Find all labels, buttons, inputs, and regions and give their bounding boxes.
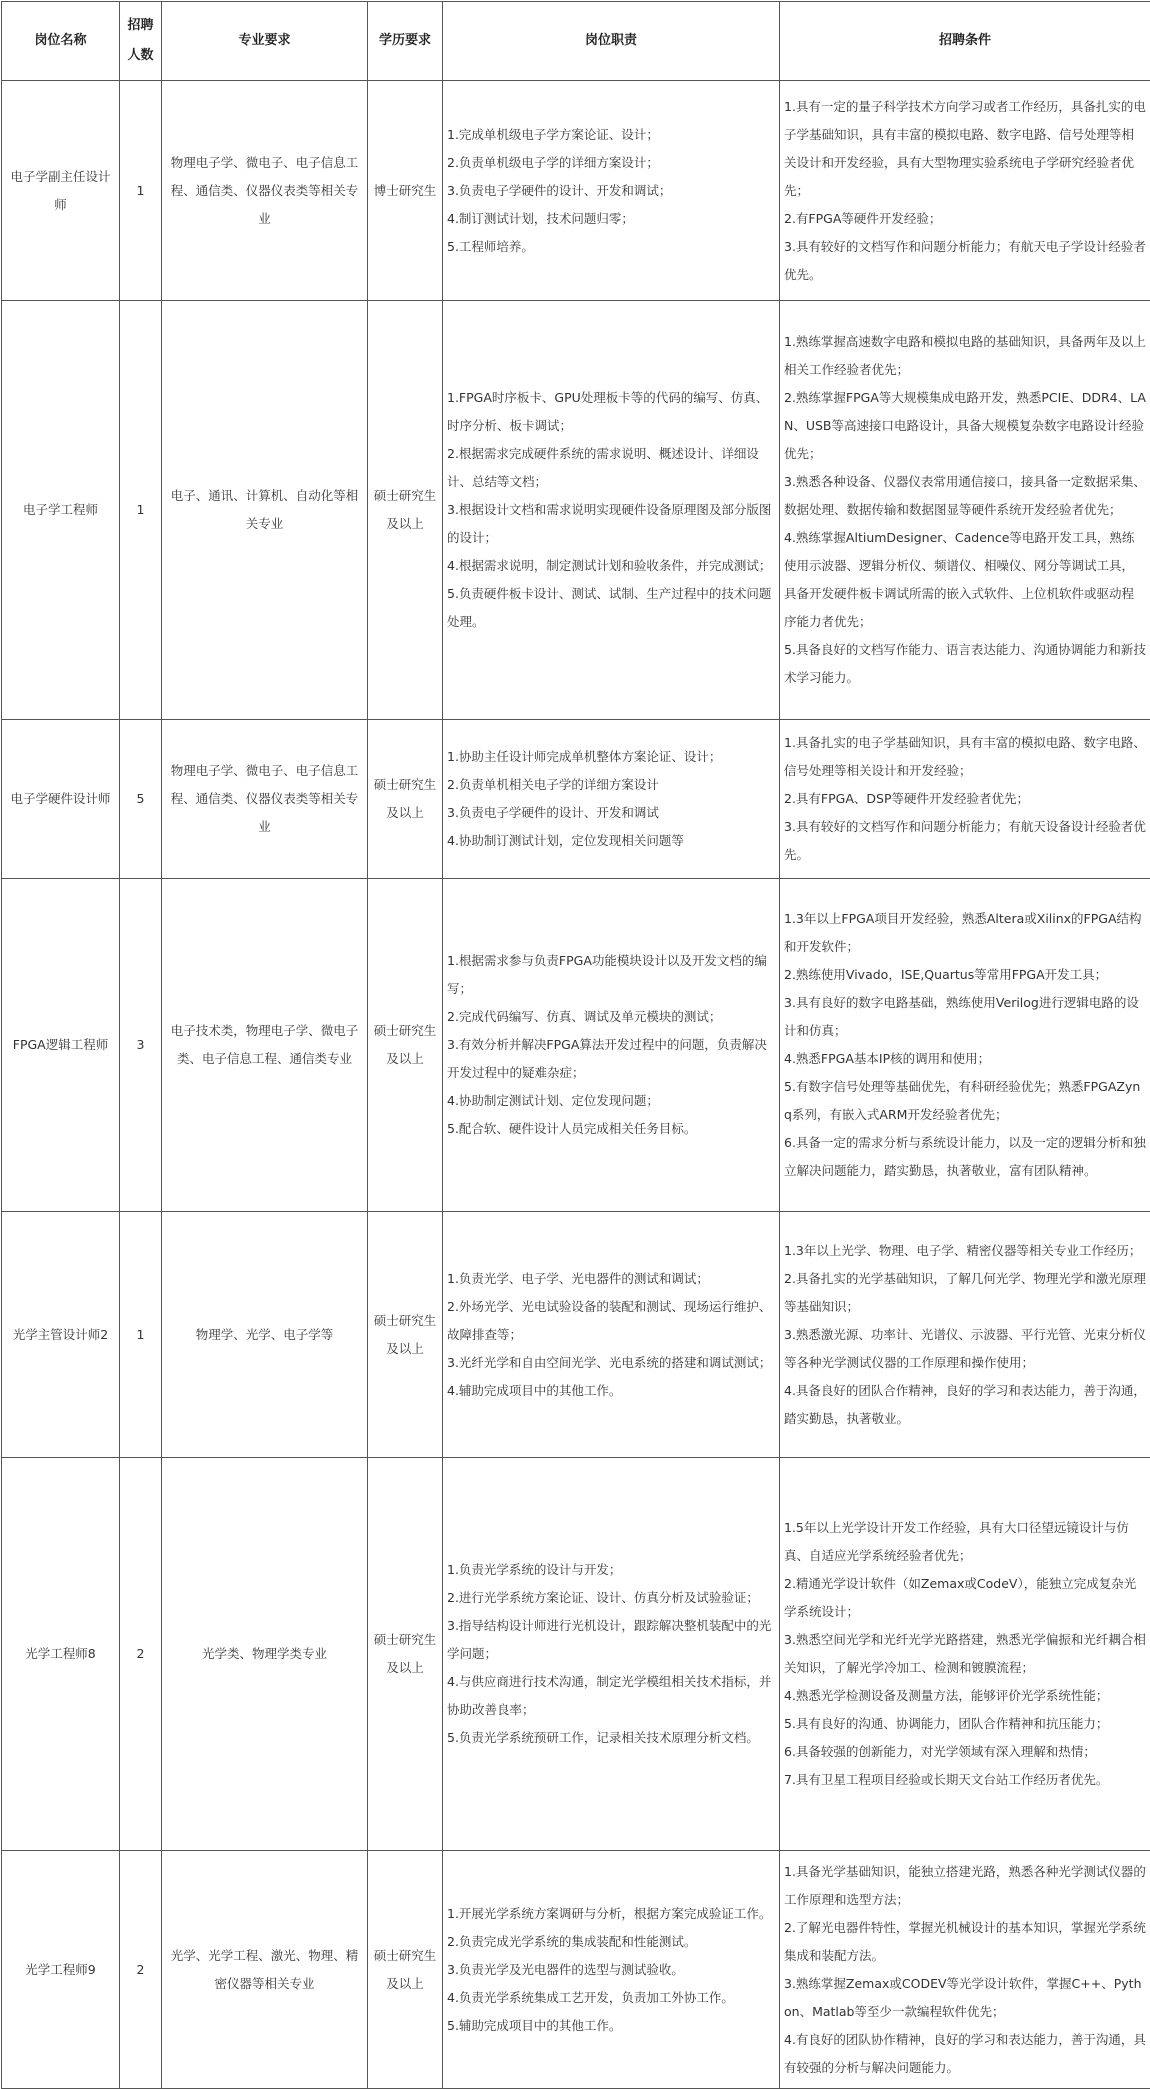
major-requirement: 物理电子学、微电子、电子信息工程、通信类、仪器仪表类等相关专业	[162, 720, 368, 879]
requirements	[780, 720, 1150, 879]
requirements	[780, 81, 1150, 301]
duties-item: 1.协助主任设计师完成单机整体方案论证、设计；	[447, 743, 775, 771]
duties-item: 2.根据需求完成硬件系统的需求说明、概述设计、详细设计、总结等文档；	[447, 440, 775, 496]
requirements-item: 5.具备良好的文档写作能力、语言表达能力、沟通协调能力和新技术学习能力。	[784, 636, 1146, 692]
duties-item: 4.辅助完成项目中的其他工作。	[447, 1377, 775, 1405]
requirements-item: 1.具备光学基础知识，能独立搭建光路，熟悉各种光学测试仪器的工作原理和选型方法；	[784, 1858, 1146, 1914]
table-row	[2, 301, 1150, 720]
requirements-item: 2.精通光学设计软件（如Zemax或CodeV），能独立完成复杂光学系统设计；	[784, 1570, 1146, 1626]
requirements-item: 2.具备扎实的光学基础知识，了解几何光学、物理光学和激光原理等基础知识；	[784, 1265, 1146, 1321]
requirements-item: 3.熟练掌握Zemax或CODEV等光学设计软件，掌握C++、Python、Matlab等至少一款编程软件优先；	[784, 1970, 1146, 2026]
requirements-item: 4.具备良好的团队合作精神，良好的学习和表达能力，善于沟通，踏实勤恳，执著敬业。	[784, 1377, 1146, 1433]
duties-item: 3.负责电子学硬件的设计、开发和调试	[447, 799, 775, 827]
header-row	[2, 2, 1150, 81]
duties-item: 1.根据需求参与负责FPGA功能模块设计以及开发文档的编写；	[447, 947, 775, 1003]
job-title: 电子学硬件设计师	[2, 720, 120, 879]
header-title: 岗位名称	[2, 2, 120, 81]
major-requirement: 物理电子学、微电子、电子信息工程、通信类、仪器仪表类等相关专业	[162, 81, 368, 301]
duties	[443, 1212, 780, 1458]
table-row	[2, 81, 1150, 301]
duties-item: 2.外场光学、光电试验设备的装配和测试、现场运行维护、故障排查等；	[447, 1293, 775, 1349]
duties	[443, 81, 780, 301]
header-duties: 岗位职责	[443, 2, 780, 81]
table-body	[2, 81, 1150, 2089]
education-requirement: 硕士研究生及以上	[368, 879, 443, 1212]
requirements	[780, 1212, 1150, 1458]
job-title: 光学工程师9	[2, 1851, 120, 2089]
duties-item: 3.根据设计文档和需求说明实现硬件设备原理图及部分版图的设计；	[447, 496, 775, 552]
duties-item: 1.负责光学系统的设计与开发；	[447, 1556, 775, 1584]
duties-item: 2.完成代码编写、仿真、调试及单元模块的测试；	[447, 1003, 775, 1031]
requirements-item: 1.熟练掌握高速数字电路和模拟电路的基础知识，具备两年及以上相关工作经验者优先；	[784, 328, 1146, 384]
requirements-item: 3.熟悉激光源、功率计、光谱仪、示波器、平行光管、光束分析仪等各种光学测试仪器的工作原理和操作使用；	[784, 1321, 1146, 1377]
duties-item: 5.负责光学系统预研工作，记录相关技术原理分析文档。	[447, 1724, 775, 1752]
requirements-item: 7.具有卫星工程项目经验或长期天文台站工作经历者优先。	[784, 1766, 1146, 1794]
requirements-item: 2.了解光电器件特性，掌握光机械设计的基本知识，掌握光学系统集成和装配方法。	[784, 1914, 1146, 1970]
duties-item: 3.负责电子学硬件的设计、开发和调试；	[447, 177, 775, 205]
duties-item: 1.开展光学系统方案调研与分析，根据方案完成验证工作。	[447, 1900, 775, 1928]
requirements-item: 6.具备一定的需求分析与系统设计能力，以及一定的逻辑分析和独立解决问题能力，踏实勤恳，执著敬业，富有团队精神。	[784, 1129, 1146, 1185]
requirements-item: 5.有数字信号处理等基础优先，有科研经验优先；熟悉FPGAZynq系列，有嵌入式ARM开发经验者优先；	[784, 1073, 1146, 1129]
requirements-item: 3.熟悉空间光学和光纤光学光路搭建，熟悉光学偏振和光纤耦合相关知识，了解光学冷加工、检测和镀膜流程；	[784, 1626, 1146, 1682]
job-title: 光学工程师8	[2, 1458, 120, 1851]
major-requirement: 电子技术类，物理电子学、微电子类、电子信息工程、通信类专业	[162, 879, 368, 1212]
education-requirement: 硕士研究生及以上	[368, 1212, 443, 1458]
headcount: 1	[120, 1212, 162, 1458]
education-requirement: 硕士研究生及以上	[368, 1851, 443, 2089]
duties	[443, 301, 780, 720]
duties-item: 4.协助制定测试计划、定位发现问题；	[447, 1087, 775, 1115]
education-requirement: 硕士研究生及以上	[368, 1458, 443, 1851]
job-table	[1, 1, 1150, 2089]
requirements-item: 4.有良好的团队协作精神，良好的学习和表达能力，善于沟通，具有较强的分析与解决问题能力。	[784, 2026, 1146, 2082]
duties-item: 2.负责完成光学系统的集成装配和性能测试。	[447, 1928, 775, 1956]
duties-item: 4.负责光学系统集成工艺开发，负责加工外协工作。	[447, 1984, 775, 2012]
duties-item: 1.负责光学、电子学、光电器件的测试和调试；	[447, 1265, 775, 1293]
requirements-item: 3.具有较好的文档写作和问题分析能力；有航天电子学设计经验者优先。	[784, 233, 1146, 289]
job-title: 电子学工程师	[2, 301, 120, 720]
duties-item: 3.负责光学及光电器件的选型与测试验收。	[447, 1956, 775, 1984]
requirements-item: 3.具有良好的数字电路基础，熟练使用Verilog进行逻辑电路的设计和仿真；	[784, 989, 1146, 1045]
requirements-item: 4.熟练掌握AltiumDesigner、Cadence等电路开发工具，熟练使用示波器、逻辑分析仪、频谱仪、相噪仪、网分等调试工具，具备开发硬件板卡调试所需的嵌入式软件、上位机软件或驱动程序能力者优先；	[784, 524, 1146, 636]
requirements-item: 3.具有较好的文档写作和问题分析能力；有航天设备设计经验者优先。	[784, 813, 1146, 869]
header-major: 专业要求	[162, 2, 368, 81]
headcount: 1	[120, 81, 162, 301]
major-requirement: 电子、通讯、计算机、自动化等相关专业	[162, 301, 368, 720]
duties-item: 3.指导结构设计师进行光机设计，跟踪解决整机装配中的光学问题；	[447, 1612, 775, 1668]
duties-item: 4.制订测试计划，技术问题归零；	[447, 205, 775, 233]
duties-item: 4.与供应商进行技术沟通，制定光学模组相关技术指标，并协助改善良率；	[447, 1668, 775, 1724]
duties-item: 4.协助制订测试计划，定位发现相关问题等	[447, 827, 775, 855]
headcount: 5	[120, 720, 162, 879]
headcount: 2	[120, 1458, 162, 1851]
job-title: 电子学副主任设计师	[2, 81, 120, 301]
header-education: 学历要求	[368, 2, 443, 81]
duties	[443, 1851, 780, 2089]
requirements-item: 6.具备较强的创新能力，对光学领域有深入理解和热情；	[784, 1738, 1146, 1766]
duties-item: 3.光纤光学和自由空间光学、光电系统的搭建和调试测试；	[447, 1349, 775, 1377]
requirements-item: 2.具有FPGA、DSP等硬件开发经验者优先；	[784, 785, 1146, 813]
requirements-item: 4.熟悉光学检测设备及测量方法，能够评价光学系统性能；	[784, 1682, 1146, 1710]
duties	[443, 720, 780, 879]
job-title: 光学主管设计师2	[2, 1212, 120, 1458]
requirements-item: 2.熟练使用Vivado，ISE,Quartus等常用FPGA开发工具；	[784, 961, 1146, 989]
duties-item: 2.负责单机相关电子学的详细方案设计	[447, 771, 775, 799]
duties-item: 3.有效分析并解决FPGA算法开发过程中的问题，负责解决开发过程中的疑难杂症；	[447, 1031, 775, 1087]
requirements-item: 1.具备扎实的电子学基础知识，具有丰富的模拟电路、数字电路、信号处理等相关设计和开发经验；	[784, 729, 1146, 785]
requirements	[780, 301, 1150, 720]
duties-item: 5.负责硬件板卡设计、测试、试制、生产过程中的技术问题处理。	[447, 580, 775, 636]
duties-item: 2.负责单机级电子学的详细方案设计；	[447, 149, 775, 177]
headcount: 2	[120, 1851, 162, 2089]
requirements	[780, 1458, 1150, 1851]
major-requirement: 物理学、光学、电子学等	[162, 1212, 368, 1458]
education-requirement: 博士研究生	[368, 81, 443, 301]
major-requirement: 光学、光学工程、激光、物理、精密仪器等相关专业	[162, 1851, 368, 2089]
duties-item: 2.进行光学系统方案论证、设计、仿真分析及试验验证；	[447, 1584, 775, 1612]
education-requirement: 硕士研究生及以上	[368, 301, 443, 720]
table-row	[2, 1851, 1150, 2089]
requirements-item: 1.5年以上光学设计开发工作经验，具有大口径望远镜设计与仿真、自适应光学系统经验者优先；	[784, 1514, 1146, 1570]
headcount: 3	[120, 879, 162, 1212]
table-row	[2, 720, 1150, 879]
requirements	[780, 1851, 1150, 2089]
requirements-item: 1.3年以上光学、物理、电子学、精密仪器等相关专业工作经历；	[784, 1237, 1146, 1265]
duties-item: 1.完成单机级电子学方案论证、设计；	[447, 121, 775, 149]
requirements-item: 2.有FPGA等硬件开发经验；	[784, 205, 1146, 233]
header-count: 招聘人数	[120, 2, 162, 81]
headcount: 1	[120, 301, 162, 720]
duties-item: 5.辅助完成项目中的其他工作。	[447, 2012, 775, 2040]
requirements-item: 5.具有良好的沟通、协调能力，团队合作精神和抗压能力；	[784, 1710, 1146, 1738]
requirements-item: 2.熟练掌握FPGA等大规模集成电路开发，熟悉PCIE、DDR4、LAN、USB等高速接口电路设计，具备大规模复杂数字电路设计经验优先；	[784, 384, 1146, 468]
duties	[443, 879, 780, 1212]
duties	[443, 1458, 780, 1851]
table-row	[2, 1458, 1150, 1851]
requirements-item: 1.具有一定的量子科学技术方向学习或者工作经历，具备扎实的电子学基础知识，具有丰富的模拟电路、数字电路、信号处理等相关设计和开发经验，具有大型物理实验系统电子学研究经验者优先；	[784, 93, 1146, 205]
table-row	[2, 1212, 1150, 1458]
major-requirement: 光学类、物理学类专业	[162, 1458, 368, 1851]
requirements-item: 4.熟悉FPGA基本IP核的调用和使用；	[784, 1045, 1146, 1073]
requirements	[780, 879, 1150, 1212]
header-requirements: 招聘条件	[780, 2, 1150, 81]
requirements-item: 1.3年以上FPGA项目开发经验，熟悉Altera或Xilinx的FPGA结构和开发软件；	[784, 905, 1146, 961]
duties-item: 1.FPGA时序板卡、GPU处理板卡等的代码的编写、仿真、时序分析、板卡调试；	[447, 384, 775, 440]
job-title: FPGA逻辑工程师	[2, 879, 120, 1212]
duties-item: 5.配合软、硬件设计人员完成相关任务目标。	[447, 1115, 775, 1143]
duties-item: 4.根据需求说明，制定测试计划和验收条件，并完成测试；	[447, 552, 775, 580]
requirements-item: 3.熟悉各种设备、仪器仪表常用通信接口，接具备一定数据采集、数据处理、数据传输和数据图显等硬件系统开发经验者优先；	[784, 468, 1146, 524]
duties-item: 5.工程师培养。	[447, 233, 775, 261]
table-row	[2, 879, 1150, 1212]
education-requirement: 硕士研究生及以上	[368, 720, 443, 879]
